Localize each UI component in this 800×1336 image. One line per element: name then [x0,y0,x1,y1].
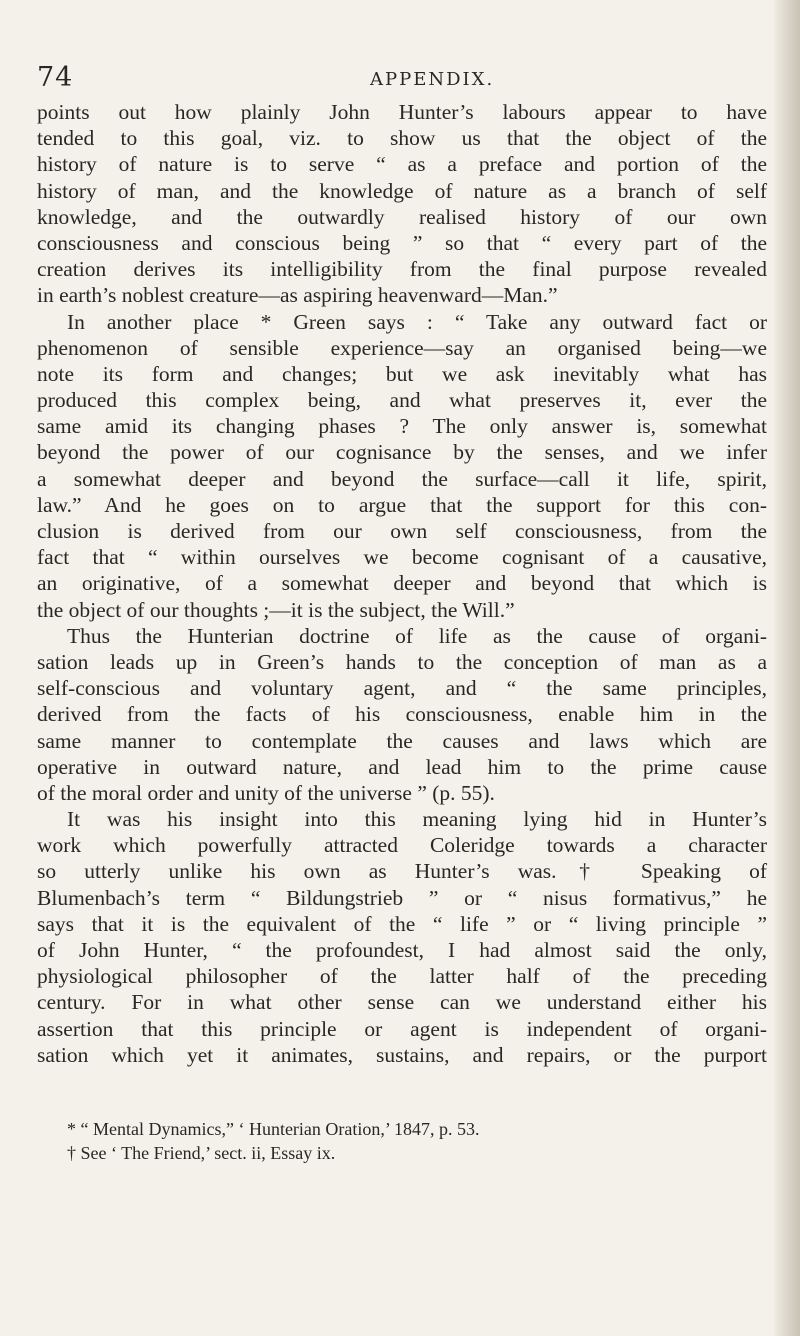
body-line: history of man, and the knowledge of nature as a branch of self [37,178,767,203]
body-line: Thus the Hunterian doctrine of life as the cause of organi- [67,623,767,648]
body-line: assertion that this principle or agent is independent of organi- [37,1016,767,1041]
body-line: sation which yet it animates, sustains, and repairs, or the purport [37,1042,767,1067]
body-line: It was his insight into this meaning lying hid in Hunter’s [67,807,767,832]
body-line: physiological philosopher of the latter half of the preceding [37,964,767,989]
body-line: beyond the power of our cognisance by the senses, and we infer [37,440,767,465]
body-line: century. For in what other sense can we understand either his [37,990,767,1015]
body-line: history of nature is to serve “ as a preface and portion of the [37,152,767,177]
body-line: same manner to contemplate the causes and laws which are [37,728,767,753]
body-line: note its form and changes; but we ask inevitably what has [37,361,767,386]
running-head: APPENDIX. [370,69,495,90]
body-line: Blumenbach’s term “ Bildungstrieb ” or “ nisus formativus,” he [37,885,767,910]
body-line: self-conscious and voluntary agent, and “ the same principles, [37,676,767,701]
body-line: consciousness and conscious being ” so that “ every part of the [37,230,767,255]
body-text [37,99,767,1068]
body-line: law.” And he goes on to argue that the support for this con- [37,492,767,517]
body-line: clusion is derived from our own self consciousness, from the [37,519,767,543]
body-line: In another place * Green says : “ Take any outward fact or [67,309,767,334]
footnote: † See ‘ The Friend,’ sect. ii, Essay ix. [67,1143,336,1163]
body-line: produced this complex being, and what preserves it, ever the [37,388,767,413]
body-line: fact that “ within ourselves we become cognisant of a causative, [37,545,767,570]
body-line: phenomenon of sensible experience—say an organised being—we [37,335,767,360]
page-edge-shadow [774,0,800,1336]
body-line: a somewhat deeper and beyond the surface—call it life, spirit, [37,466,767,491]
body-line: operative in outward nature, and lead him to the prime cause [37,754,767,779]
body-line: so utterly unlike his own as Hunter’s was.† Speaking of [37,859,767,884]
footnotes [37,1117,767,1165]
body-line: the object of our thoughts ;—it is the subject, the Will.” [37,597,515,622]
body-line: knowledge, and the outwardly realised history of our own [37,204,767,229]
body-line: derived from the facts of his consciousness, enable him in the [37,702,767,727]
body-line: says that it is the equivalent of the “ life ” or “ living principle ” [37,911,767,936]
body-line: sation leads up in Green’s hands to the conception of man as a [37,649,767,674]
body-line: creation derives its intelligibility from the final purpose revealed [37,257,767,282]
page-number: 74 [37,62,74,93]
body-line: of John Hunter, “ the profoundest, I had almost said the only, [37,938,767,962]
body-line: same amid its changing phases ? The only answer is, somewhat [37,414,767,439]
body-line: points out how plainly John Hunter’s labours appear to have [37,100,767,124]
footnote: * “ Mental Dynamics,” ‘ Hunterian Oration,’ 1847, p. 53. [67,1119,480,1139]
body-line: tended to this goal, viz. to show us that the object of the [37,126,767,151]
body-line: an originative, of a somewhat deeper and beyond that which is [37,571,767,596]
body-line: work which powerfully attracted Coleridge towards a character [37,833,767,858]
body-line: of the moral order and unity of the universe ” (p. 55). [37,780,495,805]
body-line: in earth’s noblest creature—as aspiring heavenward—Man.” [37,283,558,308]
